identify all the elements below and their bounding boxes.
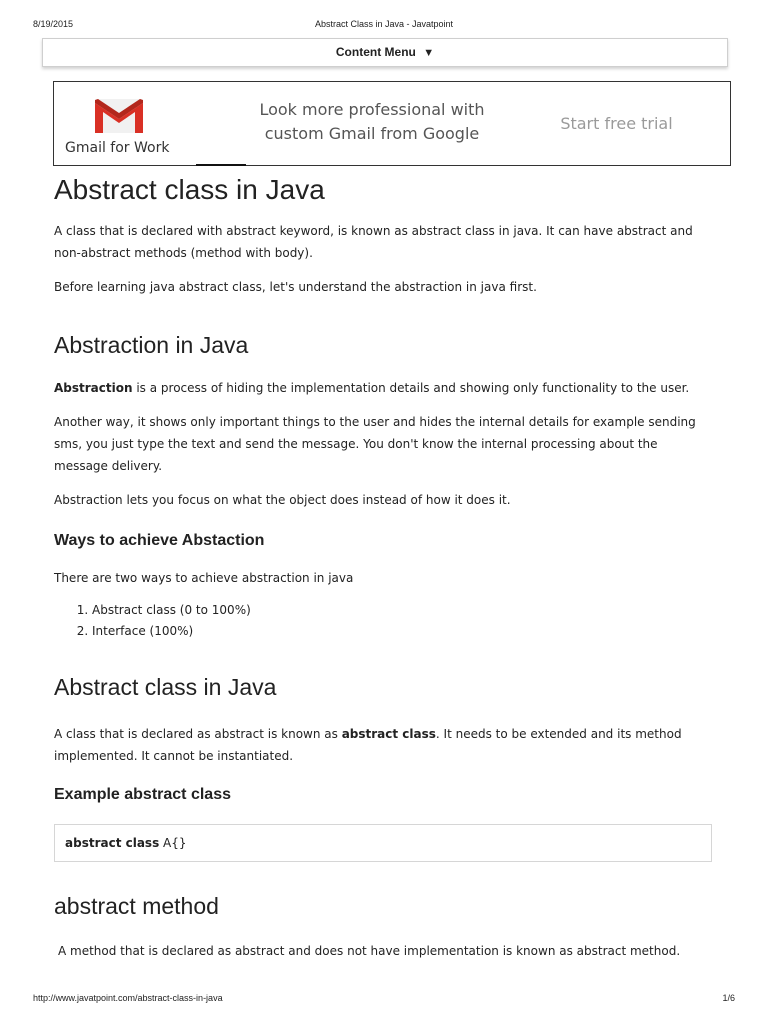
abstract-method-paragraph: A method that is declared as abstract and does not have implementation is known as abstract method.: [58, 944, 681, 958]
dropdown-arrow-icon: ▼: [423, 47, 435, 59]
section-heading-abstract-class: Abstract class in Java: [54, 674, 277, 700]
print-document-title: Abstract Class in Java - Javatpoint: [314, 19, 454, 29]
page-number: 1/6: [722, 993, 735, 1003]
print-header: [33, 19, 735, 33]
start-free-trial-link[interactable]: Start free trial: [560, 114, 673, 133]
abstract-class-text-before: A class that is declared as abstract is known as: [54, 727, 342, 741]
page-url: http://www.javatpoint.com/abstract-class-in-java: [33, 993, 223, 1003]
abstraction-paragraph-3: Abstraction lets you focus on what the object does instead of how it does it.: [54, 493, 511, 507]
gmail-icon: [94, 97, 144, 135]
ways-list: [54, 600, 714, 642]
abstraction-paragraph-1: [54, 377, 714, 399]
print-footer: [33, 993, 735, 1007]
section-heading-abstraction: Abstraction in Java: [54, 332, 249, 358]
list-item: 1. Abstract class (0 to 100%): [92, 600, 714, 621]
content-menu-button[interactable]: [42, 38, 728, 67]
subheading-example: Example abstract class: [54, 786, 231, 803]
abstract-class-text-after: . It needs to be extended and its method implemented. It cannot be instantiated.: [54, 727, 682, 763]
abstract-class-term: abstract class: [341, 727, 436, 741]
abstract-class-paragraph: [54, 723, 714, 767]
intro-paragraph-2: Before learning java abstract class, let's understand the abstraction in java first.: [54, 280, 537, 294]
article-content: [54, 170, 714, 962]
code-body: A{}: [159, 836, 187, 850]
abstraction-definition: is a process of hiding the implementation details and showing only functionality to the user.: [132, 381, 690, 395]
abstraction-paragraph-2: Another way, it shows only important things to the user and hides the internal details for example sending sms, you just type the text and send the message. You don't know the internal processing about the message delivery.: [54, 415, 696, 473]
gmail-for-work-label: Gmail for Work: [65, 140, 170, 156]
print-date: 8/19/2015: [33, 19, 74, 29]
ad-headline-line-2: custom Gmail from Google: [264, 124, 480, 143]
code-keyword: abstract class: [65, 836, 160, 850]
intro-paragraph-1: A class that is declared with abstract keyword, is known as abstract class in java. It can have abstract and non-abstract methods (method with body).: [54, 224, 693, 260]
subheading-ways: Ways to achieve Abstaction: [54, 532, 265, 549]
code-example-box: [54, 824, 712, 862]
list-item: 2. Interface (100%): [92, 621, 714, 642]
page-title: Abstract class in Java: [54, 174, 325, 205]
ad-headline-line-1: Look more professional with: [259, 100, 485, 119]
section-heading-abstract-method: abstract method: [54, 893, 219, 919]
abstraction-term: Abstraction: [54, 381, 133, 395]
ad-headline: [237, 98, 507, 146]
ad-divider: [196, 164, 246, 166]
gmail-ad-banner[interactable]: [53, 81, 731, 166]
ways-intro: There are two ways to achieve abstraction in java: [54, 571, 354, 585]
ad-logo-block: [54, 82, 186, 165]
content-menu-label: Content Menu: [335, 45, 416, 59]
